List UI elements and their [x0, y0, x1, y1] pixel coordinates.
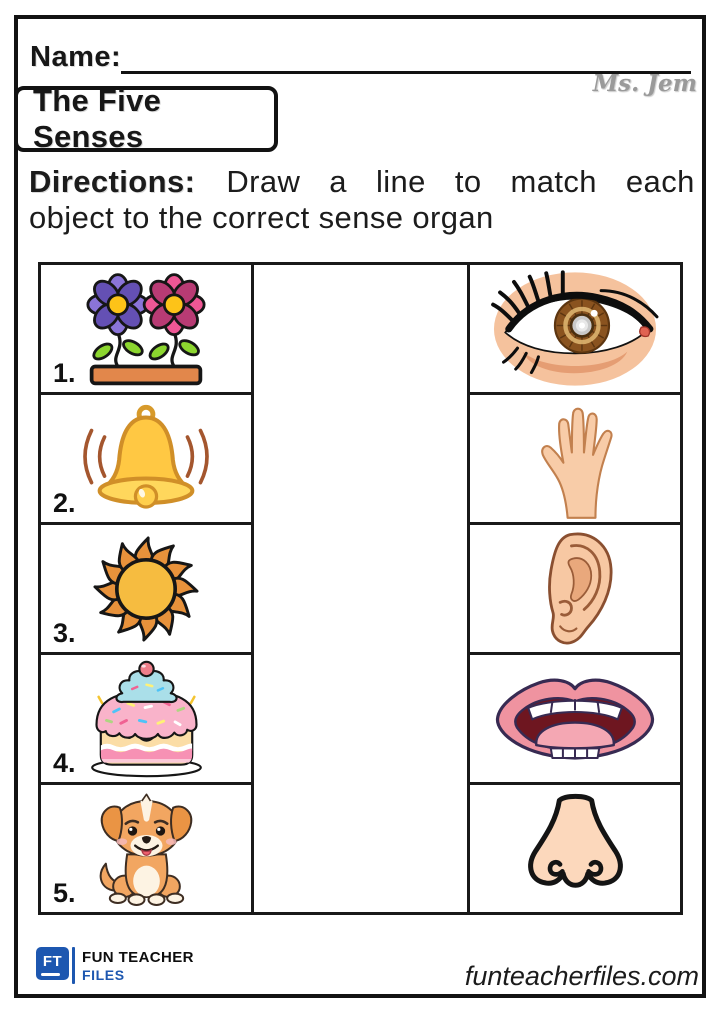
bell-icon	[61, 398, 231, 520]
objects-column	[38, 262, 254, 915]
logo-initials: FT	[42, 953, 63, 970]
organ-cell-hand[interactable]	[467, 392, 683, 525]
mouth-icon	[486, 658, 664, 779]
matching-area[interactable]	[254, 262, 467, 915]
dog-icon	[83, 789, 210, 909]
logo-text-line1: FUN TEACHER	[82, 949, 194, 966]
name-row	[30, 40, 691, 74]
row-number: 1.	[53, 358, 76, 388]
website-link[interactable]: funteacherfiles.com	[464, 961, 699, 991]
object-cell-flowers[interactable]	[38, 262, 254, 395]
object-cell-dog[interactable]	[38, 782, 254, 915]
logo-divider	[72, 947, 75, 984]
nose-icon	[510, 791, 641, 907]
fun-teacher-files-logo	[36, 947, 194, 984]
directions-line2: object to the correct sense organ	[29, 200, 494, 235]
matching-table	[38, 262, 683, 915]
organ-cell-ear[interactable]	[467, 522, 683, 655]
row-number: 4.	[53, 748, 76, 778]
page-title: The Five Senses	[33, 83, 162, 154]
row-number: 5.	[53, 878, 76, 908]
flowers-icon	[50, 269, 242, 389]
directions-line1: Directions: Draw a line to match each	[29, 164, 695, 199]
organ-cell-nose[interactable]	[467, 782, 683, 915]
hand-icon	[530, 398, 621, 519]
logo-text-line2: FILES	[82, 967, 125, 983]
organs-column	[467, 262, 683, 915]
row-number: 2.	[53, 488, 76, 518]
sun-icon	[84, 527, 208, 651]
object-cell-cake[interactable]	[38, 652, 254, 785]
object-cell-sun[interactable]	[38, 522, 254, 655]
directions-label: Directions:	[29, 164, 196, 199]
directions	[29, 164, 702, 236]
name-input-line[interactable]	[121, 40, 691, 74]
name-label: Name:	[30, 41, 122, 73]
cake-icon	[75, 659, 218, 779]
book-line	[41, 973, 60, 977]
eye-icon	[487, 268, 663, 390]
ear-icon	[529, 529, 621, 649]
row-number: 3.	[53, 618, 76, 648]
organ-cell-eye[interactable]	[467, 262, 683, 395]
signature: Ms. Jem	[592, 70, 697, 97]
logo-book-icon	[36, 947, 69, 980]
title-box	[14, 83, 278, 154]
object-cell-bell[interactable]	[38, 392, 254, 525]
organ-cell-mouth[interactable]	[467, 652, 683, 785]
